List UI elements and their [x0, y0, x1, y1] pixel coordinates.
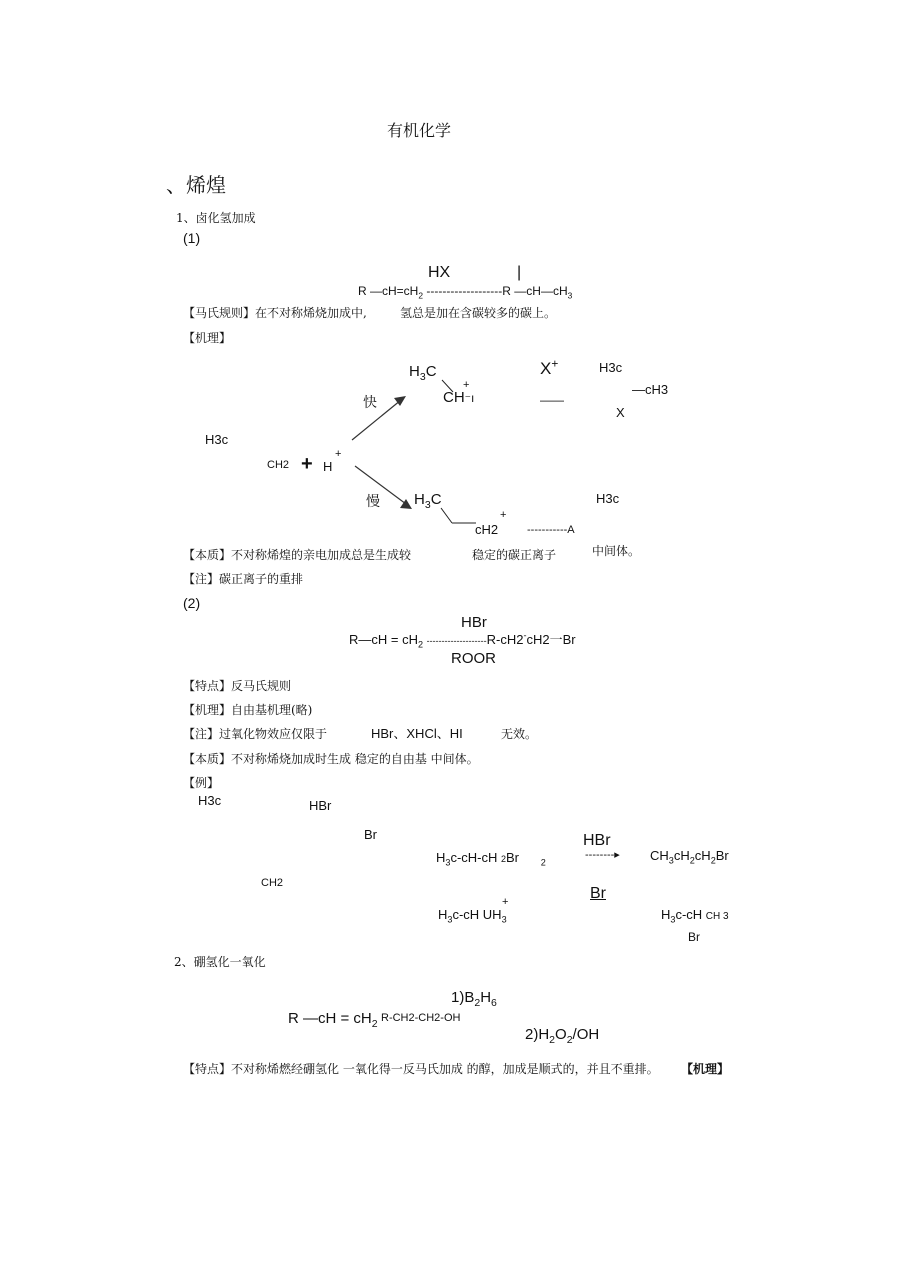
- bottom-arrow-dash: -----------A: [527, 524, 575, 536]
- subsection-heading-1: 1、卤化氢加成: [176, 211, 256, 225]
- ex-intermediate-b-charge: +: [502, 896, 509, 908]
- top-cation-charge: +: [463, 379, 470, 391]
- ex-hbr-small: HBr: [309, 798, 332, 813]
- rxn1-bond-bar: |: [517, 264, 522, 281]
- peroxide-note: 【注】过氧化物效应仅限于: [183, 727, 328, 741]
- rxn2-reagent: HBr: [461, 614, 487, 631]
- mechanism-radical: 【机理】自由基机理(略): [183, 703, 313, 717]
- bottom-product-h3c: H3c: [596, 491, 620, 506]
- part-label-2: (2): [183, 595, 201, 611]
- mech-proton: H: [323, 459, 333, 474]
- page-title: 有机化学: [387, 121, 452, 140]
- ex-intermediate-b: $H_3c-cH$ $UH_3$: [438, 907, 507, 925]
- product-x: X: [616, 405, 625, 420]
- slow-arrow-line: [355, 466, 406, 504]
- top-cation-h3c: $H_3C$: [409, 363, 437, 383]
- rearrangement-note: 【注】碳正离子的重排: [183, 572, 304, 586]
- mech-proton-charge: +: [335, 448, 342, 460]
- ex-arrow: --------▸: [585, 849, 620, 861]
- ex-intermediate-a: $H_3c-cH-cH$ 2Br $_2$: [436, 850, 546, 868]
- bottom-bond: [441, 508, 452, 523]
- markovnikov-rule-b: 氢总是加在含碳较多的碳上。: [400, 306, 557, 320]
- product-h3c: H3c: [599, 360, 623, 375]
- bottom-cation-h3c: $H_3C$: [414, 491, 442, 511]
- ex-product-2-br: Br: [688, 930, 700, 944]
- ex-br-under: Br: [590, 885, 606, 902]
- label-fast: 快: [363, 395, 377, 411]
- peroxide-note-c: 无效。: [501, 727, 538, 741]
- markovnikov-rule: 【马氏规则】在不对称烯烧加成中,: [183, 306, 367, 320]
- essence-note-c: 中间体。: [592, 544, 641, 558]
- essence-radical: 【本质】不对称烯烧加成时生成 稳定的自由基 中间体。: [183, 752, 479, 766]
- example-label: 【例】: [183, 776, 220, 790]
- hydroboration-left: R —cH = $cH_2$: [288, 1010, 378, 1030]
- mech-h3c-left: H3c: [205, 432, 229, 447]
- mech-ch2: CH2: [267, 459, 290, 471]
- section-heading: 、烯煌: [166, 173, 226, 197]
- ex-hbr-reagent: HBr: [583, 832, 611, 849]
- bottom-cation-charge: +: [500, 509, 507, 521]
- ex-product-2: $H_3c-cH$ CH 3: [661, 907, 729, 925]
- rxn2-condition: ROOR: [451, 650, 496, 667]
- part-label-1: (1): [183, 230, 201, 246]
- mechanism-label: 【机理】: [183, 331, 232, 345]
- label-slow: 慢: [366, 494, 380, 510]
- ex-product-1: $CH_3cH_2cH_2Br$: [650, 848, 729, 866]
- hydroboration-step2: $2)H_2O_2/OH$: [525, 1026, 600, 1046]
- x-anion: X+: [540, 356, 559, 378]
- hydroboration-step1: $1)B_2H_6$: [451, 989, 497, 1009]
- ex-h3c: H3c: [198, 793, 222, 808]
- ex-ch2: CH2: [261, 877, 284, 889]
- subsection-heading-2: 2、硼氢化一氧化: [174, 955, 266, 969]
- hydroboration-product: R-CH2-CH2-OH: [381, 1012, 461, 1024]
- rxn2-equation: R—cH = $cH_2$ --------------------R-cH2-cH2一Br: [349, 630, 576, 650]
- rxn1-reagent: HX: [428, 264, 451, 281]
- ex-br: Br: [364, 827, 377, 842]
- essence-note-b: 稳定的碳正离子: [472, 548, 557, 562]
- hydroboration-feature: 【特点】不对称烯燃经硼氢化 一氧化得一反马氏加成 的醇，加成是顺式的，并且不重排。: [183, 1062, 659, 1076]
- top-cation-ch: CH⁻ı: [443, 389, 475, 406]
- peroxide-note-b: HBr、XHCl、HI: [371, 726, 463, 741]
- essence-note: 【本质】不对称烯煌的亲电加成总是生成较: [183, 548, 412, 562]
- bottom-cation-ch2: cH2: [475, 522, 499, 537]
- mech-plus: +: [301, 453, 313, 475]
- feature-anti-markovnikov: 【特点】反马氏规则: [183, 679, 292, 693]
- hydroboration-mechanism-label: 【机理】: [681, 1062, 730, 1076]
- top-arrow-dash: ——: [540, 393, 564, 407]
- product-ch3: —cH3: [632, 382, 669, 397]
- rxn1-equation: R $—cH=cH_2$ -------------------R $—cH—cH_3$: [358, 284, 573, 301]
